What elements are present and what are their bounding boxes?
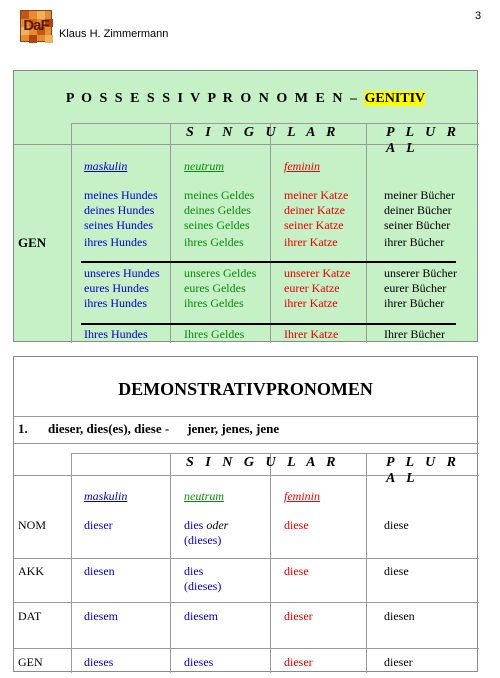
gen-plural: dieser — [384, 655, 413, 669]
column-divider — [366, 453, 367, 673]
akk-plural: diese — [384, 564, 409, 578]
subtitle-number: 1. — [18, 421, 28, 436]
dat-feminine: dieser — [284, 609, 313, 623]
singular-header: S I N G U L A R — [186, 125, 340, 140]
row-divider — [14, 648, 479, 649]
form-cell: deiner Bücher — [384, 203, 452, 217]
group1-neuter — [184, 188, 254, 250]
group1-masculine — [84, 188, 158, 250]
row-divider — [14, 602, 479, 603]
header-divider — [71, 453, 479, 454]
form-cell: seines Hundes — [84, 218, 153, 232]
form-cell: eurer Bücher — [384, 281, 447, 295]
nom-neuter — [184, 518, 228, 548]
dat-plural: diesen — [384, 609, 415, 623]
case-akk-label: AKK — [18, 564, 44, 578]
plural-header: P L U R A L — [386, 455, 461, 486]
group2-plural — [384, 266, 457, 311]
oder-word: oder — [206, 518, 229, 532]
form-cell: ihrer Katze — [284, 296, 338, 310]
dat-neuter: diesem — [184, 609, 218, 623]
gender-feminine: feminin — [284, 159, 320, 173]
gender-masculine: maskulin — [84, 159, 128, 173]
column-divider — [71, 453, 72, 673]
form-cell: deines Hundes — [84, 203, 155, 217]
genitive-highlight: GENITIV — [364, 91, 426, 106]
nom-masculine: dieser — [84, 518, 113, 532]
group3-feminine: Ihrer Katze — [284, 327, 339, 341]
group3-plural: Ihrer Bücher — [384, 327, 445, 341]
column-divider — [170, 453, 171, 673]
form-cell: meiner Katze — [284, 188, 349, 202]
possessive-title — [14, 91, 477, 107]
column-divider — [71, 123, 72, 343]
gender-masculine: maskulin — [84, 489, 128, 503]
group2-masculine — [84, 266, 160, 311]
form-cell: deines Geldes — [184, 203, 251, 217]
case-nom-label: NOM — [18, 518, 47, 532]
group3-masculine: Ihres Hundes — [84, 327, 148, 341]
column-divider — [170, 123, 171, 343]
akk-neuter — [184, 564, 221, 594]
form-cell: ihres Geldes — [184, 296, 244, 310]
form-cell: meines Geldes — [184, 188, 255, 202]
group2-feminine — [284, 266, 350, 311]
author-name: Klaus H. Zimmermann — [59, 28, 169, 40]
form-cell: seines Geldes — [184, 218, 250, 232]
form-cell: seiner Bücher — [384, 218, 451, 232]
logo — [20, 10, 52, 42]
gender-feminine: feminin — [284, 489, 320, 503]
gen-feminine: dieser — [284, 655, 313, 669]
subtitle-text-dieser: dieser, dies(es), diese - — [48, 421, 170, 436]
form-cell: unseres Geldes — [184, 266, 257, 280]
form-cell: ihrer Katze — [284, 235, 338, 249]
form-cell: ihrer Bücher — [384, 296, 445, 310]
form-cell: meiner Bücher — [384, 188, 455, 202]
form-cell: ihres Hundes — [84, 235, 147, 249]
form-cell: meines Hundes — [84, 188, 158, 202]
nom-plural: diese — [384, 518, 409, 532]
form-cell: ihrer Bücher — [384, 235, 445, 249]
group2-neuter — [184, 266, 256, 311]
title-divider — [14, 416, 479, 417]
group-divider — [81, 261, 456, 263]
demonstrative-subtitle — [18, 421, 279, 437]
nom-feminine: diese — [284, 518, 309, 532]
column-divider — [366, 123, 367, 343]
header-divider — [71, 123, 479, 124]
logo-text: DaF — [23, 17, 49, 34]
form-cell: ihres Geldes — [184, 235, 244, 249]
column-divider — [270, 453, 271, 673]
form-cell: unseres Hundes — [84, 266, 160, 280]
case-dat-label: DAT — [18, 609, 42, 623]
case-gen-label: GEN — [18, 235, 47, 250]
group-divider — [81, 323, 456, 325]
gen-neuter: dieses — [184, 655, 214, 669]
possessive-genitive-panel — [13, 70, 478, 342]
form-cell: dies — [184, 564, 204, 578]
form-cell: seiner Katze — [284, 218, 344, 232]
subtitle-text-jener: jener, jenes, jene — [187, 421, 280, 436]
possessive-title-main: P O S S E S S I V P R O N O M E N – — [65, 91, 359, 106]
akk-feminine: diese — [284, 564, 309, 578]
demonstrative-panel — [13, 356, 478, 672]
form-cell: unserer Bücher — [384, 266, 457, 280]
group1-feminine — [284, 188, 348, 250]
form-cell: ihres Hundes — [84, 296, 147, 310]
form-cell: eurer Katze — [284, 281, 340, 295]
page-number: 3 — [475, 10, 482, 22]
form-cell: (dieses) — [184, 579, 222, 593]
plural-header: P L U R A L — [386, 125, 461, 156]
form-cell: eures Geldes — [184, 281, 246, 295]
case-gen-label: GEN — [18, 655, 43, 669]
demonstrative-title: DEMONSTRATIVPRONOMEN — [118, 379, 373, 399]
form-cell: (dieses) — [184, 533, 222, 547]
gender-neuter: neutrum — [184, 489, 224, 503]
akk-masculine: diesen — [84, 564, 115, 578]
form-cell: dies — [184, 518, 204, 532]
group3-neuter: Ihres Geldes — [184, 327, 245, 341]
column-divider — [270, 123, 271, 343]
form-cell: eures Hundes — [84, 281, 149, 295]
form-cell: unserer Katze — [284, 266, 351, 280]
gender-neuter: neutrum — [184, 159, 224, 173]
dat-masculine: diesem — [84, 609, 118, 623]
subtitle-divider — [14, 443, 479, 444]
row-divider — [14, 558, 479, 559]
singular-header: S I N G U L A R — [186, 455, 340, 470]
form-cell: deiner Katze — [284, 203, 345, 217]
gen-masculine: dieses — [84, 655, 114, 669]
group1-plural — [384, 188, 455, 250]
